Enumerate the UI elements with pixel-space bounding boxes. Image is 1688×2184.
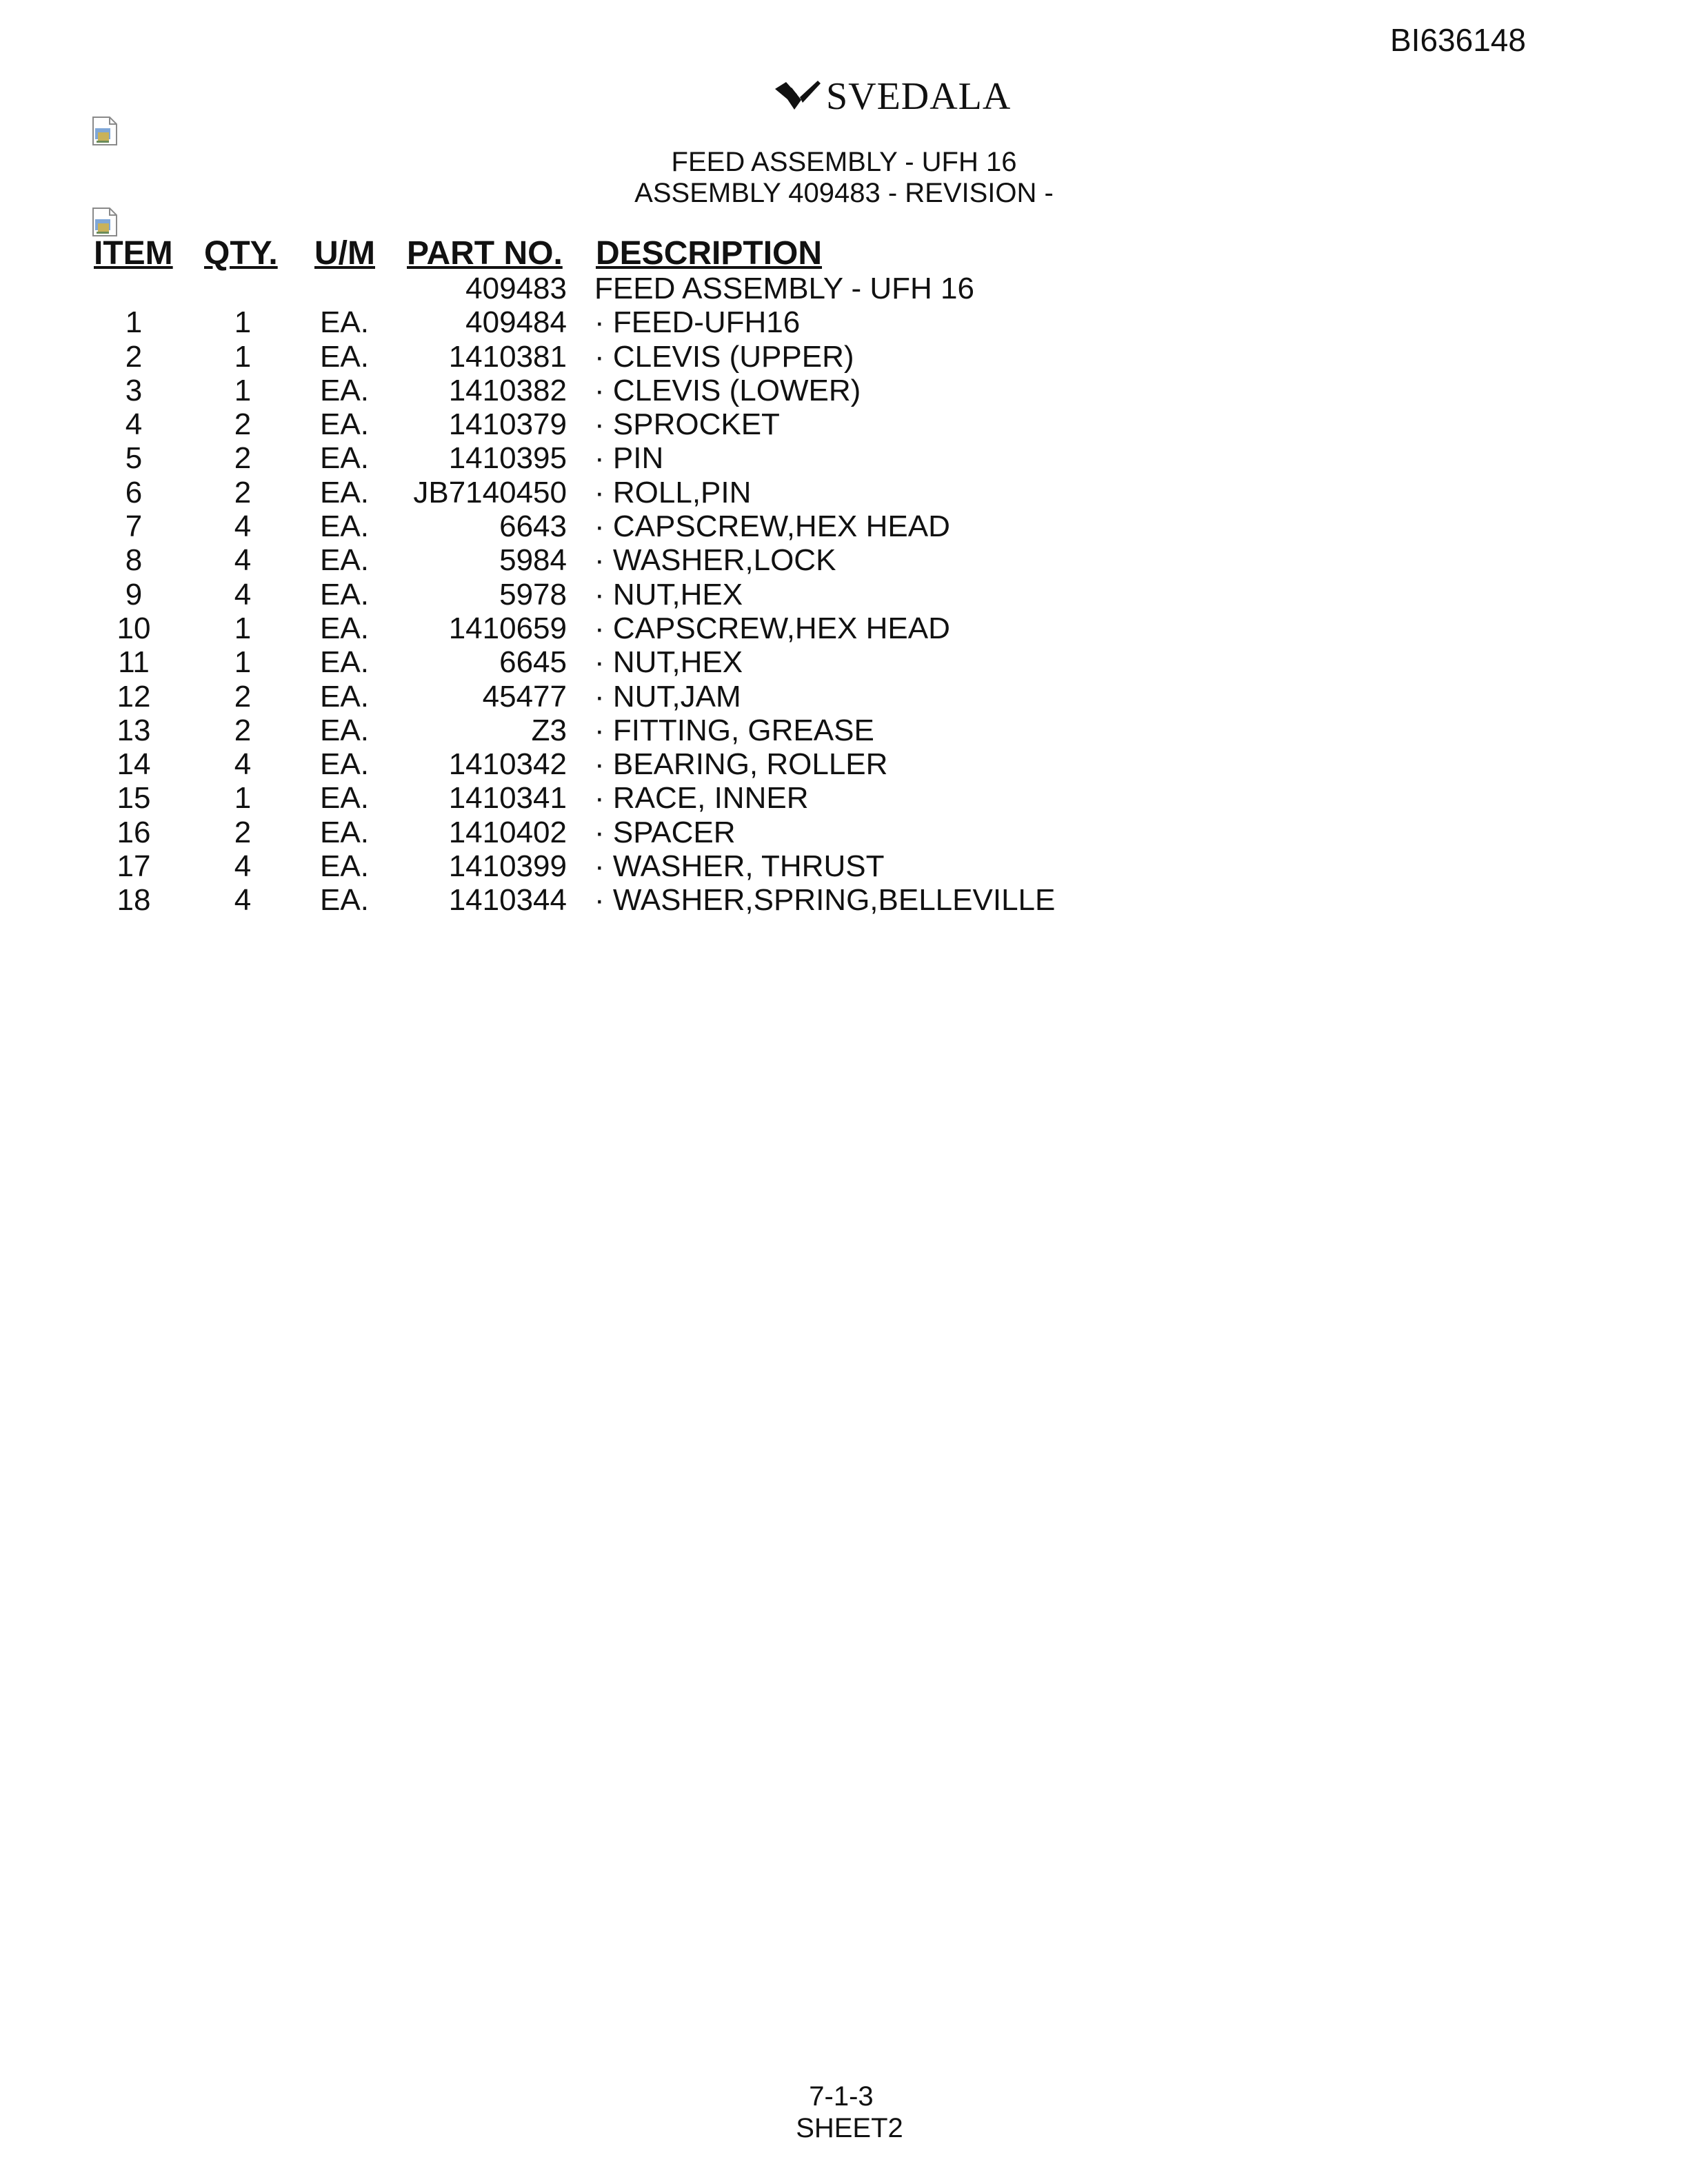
column-header-description: DESCRIPTION xyxy=(596,235,823,272)
part-number: 5978 xyxy=(499,577,567,611)
part-description: · SPACER xyxy=(594,815,736,849)
assembly-revision: ASSEMBLY 409483 - REVISION - xyxy=(634,178,1054,208)
part-description: · NUT,HEX xyxy=(594,577,743,611)
sheet-number: SHEET2 xyxy=(796,2113,903,2143)
part-description: · FITTING, GREASE xyxy=(594,713,874,747)
quantity: 1 xyxy=(234,645,252,680)
unit-of-measure: EA. xyxy=(320,407,369,442)
part-description: · CLEVIS (UPPER) xyxy=(594,339,854,374)
quantity: 4 xyxy=(234,577,252,611)
table-row xyxy=(0,714,1688,747)
part-number: Z3 xyxy=(531,713,567,747)
unit-of-measure: EA. xyxy=(320,645,369,680)
quantity: 2 xyxy=(234,441,252,476)
unit-of-measure: EA. xyxy=(320,781,369,816)
page-reference: 7-1-3 xyxy=(809,2081,874,2112)
quantity: 2 xyxy=(234,815,252,849)
item-number: 15 xyxy=(117,781,151,816)
unit-of-measure: EA. xyxy=(320,373,369,407)
part-description: · CLEVIS (LOWER) xyxy=(594,373,861,407)
part-description: · WASHER,LOCK xyxy=(594,543,836,578)
quantity: 1 xyxy=(234,781,252,816)
part-number: 1410659 xyxy=(448,611,567,645)
quantity: 4 xyxy=(234,883,252,918)
part-number: JB7140450 xyxy=(413,475,567,509)
part-number: 1410344 xyxy=(448,883,567,918)
part-description: · ROLL,PIN xyxy=(594,475,752,509)
table-row xyxy=(0,407,1688,441)
svedala-logo xyxy=(774,77,1011,116)
quantity: 2 xyxy=(234,679,252,714)
unit-of-measure: EA. xyxy=(320,305,369,340)
table-row xyxy=(0,883,1688,917)
part-description: · WASHER, THRUST xyxy=(594,849,885,884)
table-row xyxy=(0,781,1688,815)
table-row xyxy=(0,849,1688,883)
unit-of-measure: EA. xyxy=(320,611,369,645)
table-row xyxy=(0,476,1688,509)
part-number: 1410379 xyxy=(448,407,567,442)
parts-list xyxy=(0,272,1688,918)
table-row xyxy=(0,272,1688,305)
part-number: 1410382 xyxy=(448,373,567,407)
table-row xyxy=(0,543,1688,577)
item-number: 9 xyxy=(125,577,143,611)
quantity: 4 xyxy=(234,543,252,578)
table-row xyxy=(0,340,1688,374)
part-number: 5984 xyxy=(499,543,567,578)
item-number: 1 xyxy=(125,305,143,340)
table-row xyxy=(0,305,1688,339)
part-number: 6645 xyxy=(499,645,567,680)
part-description: · CAPSCREW,HEX HEAD xyxy=(594,509,950,544)
unit-of-measure: EA. xyxy=(320,441,369,476)
quantity: 1 xyxy=(234,373,252,407)
table-row xyxy=(0,374,1688,407)
unit-of-measure: EA. xyxy=(320,883,369,918)
part-number: 1410395 xyxy=(448,441,567,476)
part-description: · RACE, INNER xyxy=(594,781,809,816)
part-description: · WASHER,SPRING,BELLEVILLE xyxy=(594,883,1056,918)
part-number: 1410402 xyxy=(448,815,567,849)
table-row xyxy=(0,611,1688,645)
assembly-title: FEED ASSEMBLY - UFH 16 xyxy=(671,147,1017,177)
quantity: 4 xyxy=(234,509,252,544)
quantity: 1 xyxy=(234,611,252,645)
unit-of-measure: EA. xyxy=(320,339,369,374)
column-header-um: U/M xyxy=(314,235,375,272)
quantity: 2 xyxy=(234,407,252,442)
column-header-part-no: PART NO. xyxy=(407,235,563,272)
item-number: 7 xyxy=(125,509,143,544)
part-description: · SPROCKET xyxy=(594,407,780,442)
unit-of-measure: EA. xyxy=(320,849,369,884)
item-number: 13 xyxy=(117,713,151,747)
unit-of-measure: EA. xyxy=(320,747,369,782)
unit-of-measure: EA. xyxy=(320,543,369,578)
table-row xyxy=(0,578,1688,611)
item-number: 11 xyxy=(118,645,150,680)
item-number: 5 xyxy=(125,441,143,476)
unit-of-measure: EA. xyxy=(320,475,369,509)
part-number: 409483 xyxy=(465,272,567,305)
quantity: 4 xyxy=(234,849,252,884)
part-description: · CAPSCREW,HEX HEAD xyxy=(594,611,950,645)
quantity: 4 xyxy=(234,747,252,782)
item-number: 16 xyxy=(117,815,151,849)
part-description: · FEED-UFH16 xyxy=(594,305,801,340)
part-description: · NUT,HEX xyxy=(594,645,743,680)
item-number: 8 xyxy=(125,543,143,578)
part-number: 1410341 xyxy=(448,781,567,816)
table-row xyxy=(0,441,1688,475)
quantity: 2 xyxy=(234,713,252,747)
part-description: · BEARING, ROLLER xyxy=(594,747,888,782)
item-number: 4 xyxy=(125,407,143,442)
document-id: BI636148 xyxy=(1390,22,1526,58)
part-description: · PIN xyxy=(594,441,664,476)
table-row xyxy=(0,747,1688,781)
quantity: 1 xyxy=(234,305,252,340)
part-description: · NUT,JAM xyxy=(594,679,741,714)
item-number: 17 xyxy=(117,849,151,884)
document-icon xyxy=(91,207,119,237)
table-row xyxy=(0,645,1688,679)
item-number: 2 xyxy=(125,339,143,374)
item-number: 6 xyxy=(125,475,143,509)
table-row xyxy=(0,680,1688,714)
table-row xyxy=(0,509,1688,543)
table-row xyxy=(0,816,1688,849)
brand-name: SVEDALA xyxy=(826,75,1012,118)
part-number: 1410399 xyxy=(448,849,567,884)
unit-of-measure: EA. xyxy=(320,509,369,544)
column-header-item: ITEM xyxy=(94,235,173,272)
unit-of-measure: EA. xyxy=(320,713,369,747)
quantity: 2 xyxy=(234,475,252,509)
item-number: 14 xyxy=(117,747,151,782)
item-number: 12 xyxy=(117,679,151,714)
part-description: FEED ASSEMBLY - UFH 16 xyxy=(594,272,974,305)
unit-of-measure: EA. xyxy=(320,679,369,714)
part-number: 1410342 xyxy=(448,747,567,782)
unit-of-measure: EA. xyxy=(320,577,369,611)
item-number: 10 xyxy=(117,611,151,645)
part-number: 45477 xyxy=(482,679,567,714)
part-number: 409484 xyxy=(465,305,567,340)
item-number: 18 xyxy=(117,883,151,918)
svedala-logo-mark-icon xyxy=(774,79,822,114)
document-icon xyxy=(91,116,119,146)
part-number: 1410381 xyxy=(448,339,567,374)
quantity: 1 xyxy=(234,339,252,374)
unit-of-measure: EA. xyxy=(320,815,369,849)
column-header-qty: QTY. xyxy=(204,235,278,272)
part-number: 6643 xyxy=(499,509,567,544)
item-number: 3 xyxy=(125,373,143,407)
